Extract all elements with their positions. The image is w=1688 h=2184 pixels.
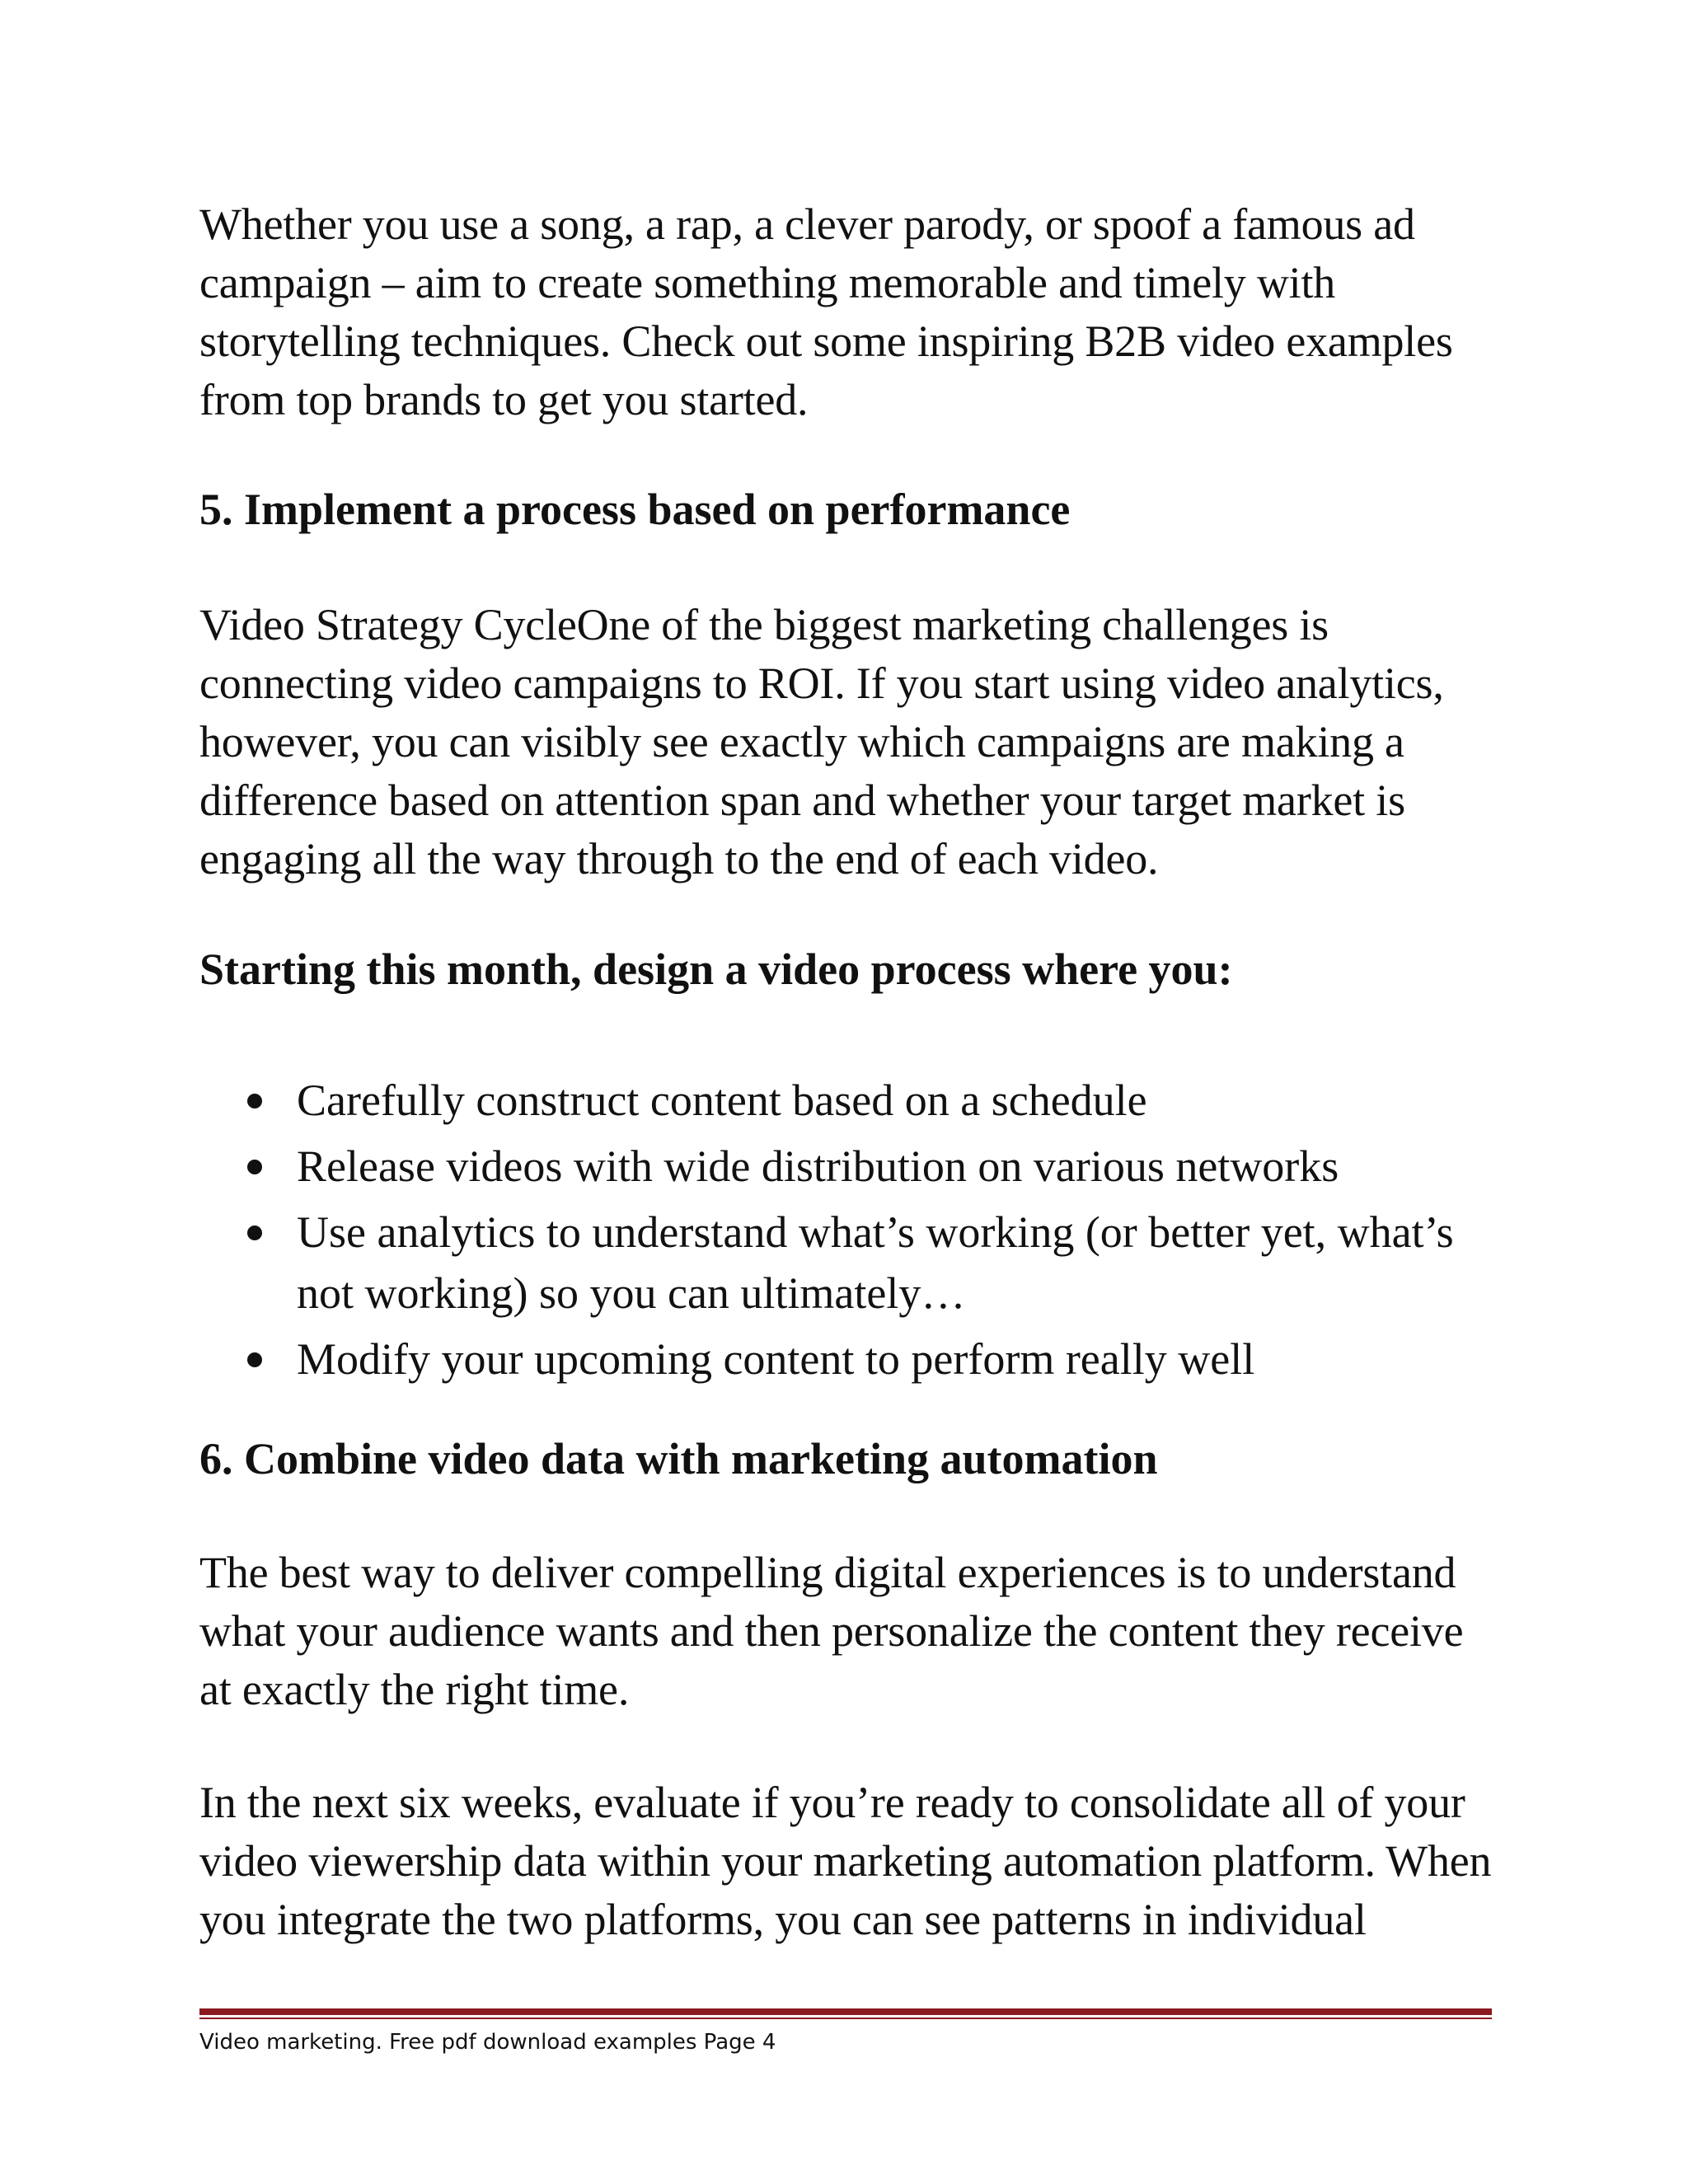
list-item	[199, 1202, 1493, 1324]
list-item-text: Carefully construct content based on a schedule	[297, 1076, 1147, 1125]
section-5-paragraph: Video Strategy CycleOne of the biggest marketing challenges is connecting video campaigns to ROI. If you start using video analytics, however, you can visibly see exactly which campaigns are making a difference based on attention span and whether your target market is engaging all the way through to the end of each video.	[199, 600, 1444, 883]
process-subheading: Starting this month, design a video process where you:	[199, 944, 1233, 994]
section-5-heading: 5. Implement a process based on performance	[199, 485, 1071, 534]
list-item-text: Modify your upcoming content to perform really well	[297, 1334, 1255, 1384]
list-item	[199, 1136, 1493, 1197]
list-item-text: Use analytics to understand what’s working (or better yet, what’s not working) so you can ultimately…	[297, 1207, 1454, 1318]
bullet-icon	[247, 1352, 262, 1367]
section-6-heading: 6. Combine video data with marketing automation	[199, 1434, 1158, 1483]
footer-divider-thin	[199, 2018, 1492, 2019]
intro-paragraph: Whether you use a song, a rap, a clever parody, or spoof a famous ad campaign – aim to create something memorable and timely with storytelling techniques. Check out some inspiring B2B video examples from top brands to get you started.	[199, 199, 1453, 424]
bullet-icon	[247, 1226, 262, 1240]
bullet-icon	[247, 1094, 262, 1108]
section-6-paragraph: The best way to deliver compelling digital experiences is to understand what your audience wants and then personalize the content they receive at exactly the right time.	[199, 1548, 1464, 1714]
list-item-text: Release videos with wide distribution on various networks	[297, 1141, 1339, 1191]
footer-divider	[199, 2008, 1492, 2015]
process-bullet-list	[199, 1070, 1493, 1394]
consolidate-paragraph: In the next six weeks, evaluate if you’re ready to consolidate all of your video viewership data within your marketing automation platform. When you integrate the two platforms, you can see patterns in individual	[199, 1778, 1492, 1944]
list-item	[199, 1070, 1493, 1131]
bullet-icon	[247, 1160, 262, 1174]
list-item	[199, 1329, 1493, 1390]
page-footer: Video marketing. Free pdf download examples Page 4	[199, 2030, 776, 2055]
